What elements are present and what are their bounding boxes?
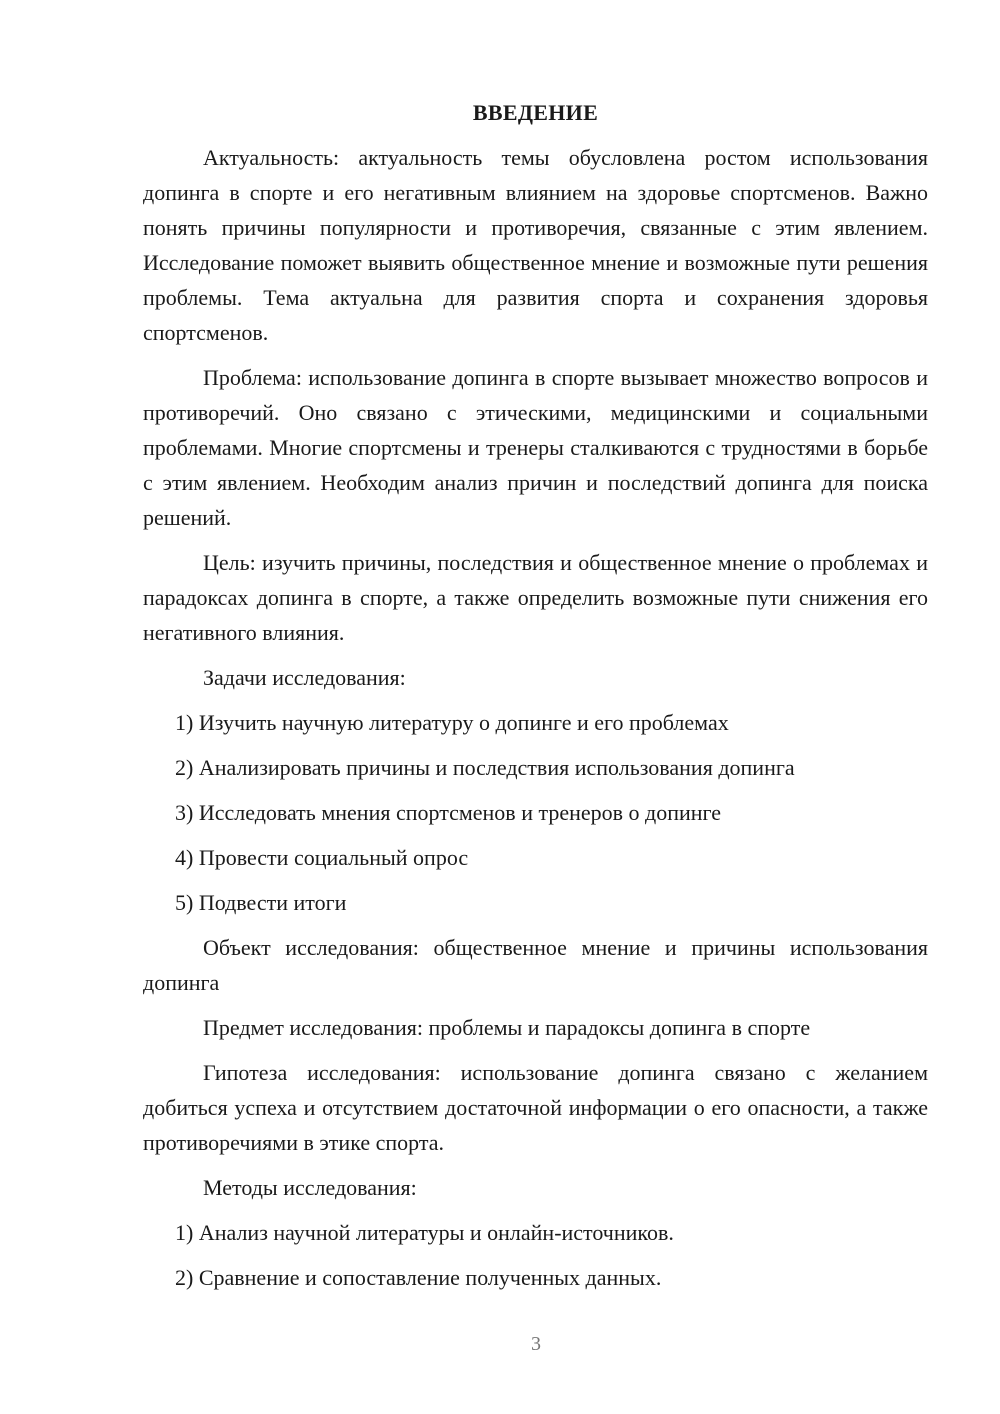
task-item: 1) Изучить научную литературу о допинге и его проблемах	[175, 710, 729, 735]
paragraph-hypothesis: Гипотеза исследования: использование допинга связано с желанием добиться успеха и отсутствием достаточной информации о его опасности, а также противоречиями в этике спорта.	[143, 1060, 928, 1155]
task-item: 4) Провести социальный опрос	[175, 845, 469, 870]
tasks-heading: Задачи исследования:	[203, 665, 406, 690]
paragraph-relevance: Актуальность: актуальность темы обусловлена ростом использования допинга в спорте и его негативным влиянием на здоровье спортсменов. Важно понять причины популярности и противоречия, связанные с этим явлением. Исследование поможет выявить общественное мнение и возможные пути решения проблемы. Тема актуальна для развития спорта и сохранения здоровья спортсменов.	[143, 145, 928, 345]
paragraph-subject: Предмет исследования: проблемы и парадоксы допинга в спорте	[203, 1015, 811, 1040]
task-item: 3) Исследовать мнения спортсменов и тренеров о допинге	[175, 800, 722, 825]
task-item: 5) Подвести итоги	[175, 890, 347, 915]
method-item: 2) Сравнение и сопоставление полученных данных.	[175, 1265, 662, 1290]
paragraph-problem: Проблема: использование допинга в спорте вызывает множество вопросов и противоречий. Оно связано с этическими, медицинскими и социальными проблемами. Многие спортсмены и тренеры сталкиваются с трудностями в борьбе с этим явлением. Необходим анализ причин и последствий допинга для поиска решений.	[143, 365, 928, 530]
paragraph-object: Объект исследования: общественное мнение и причины использования допинга	[143, 935, 928, 995]
section-title: ВВЕДЕНИЕ	[472, 100, 599, 125]
method-item: 1) Анализ научной литературы и онлайн-источников.	[175, 1220, 674, 1245]
document-page	[143, 95, 928, 1295]
methods-heading: Методы исследования:	[203, 1175, 417, 1200]
page-number: 3	[531, 1333, 541, 1355]
paragraph-goal: Цель: изучить причины, последствия и общественное мнение о проблемах и парадоксах допинга в спорте, а также определить возможные пути снижения его негативного влияния.	[143, 550, 928, 645]
task-item: 2) Анализировать причины и последствия использования допинга	[175, 755, 795, 780]
